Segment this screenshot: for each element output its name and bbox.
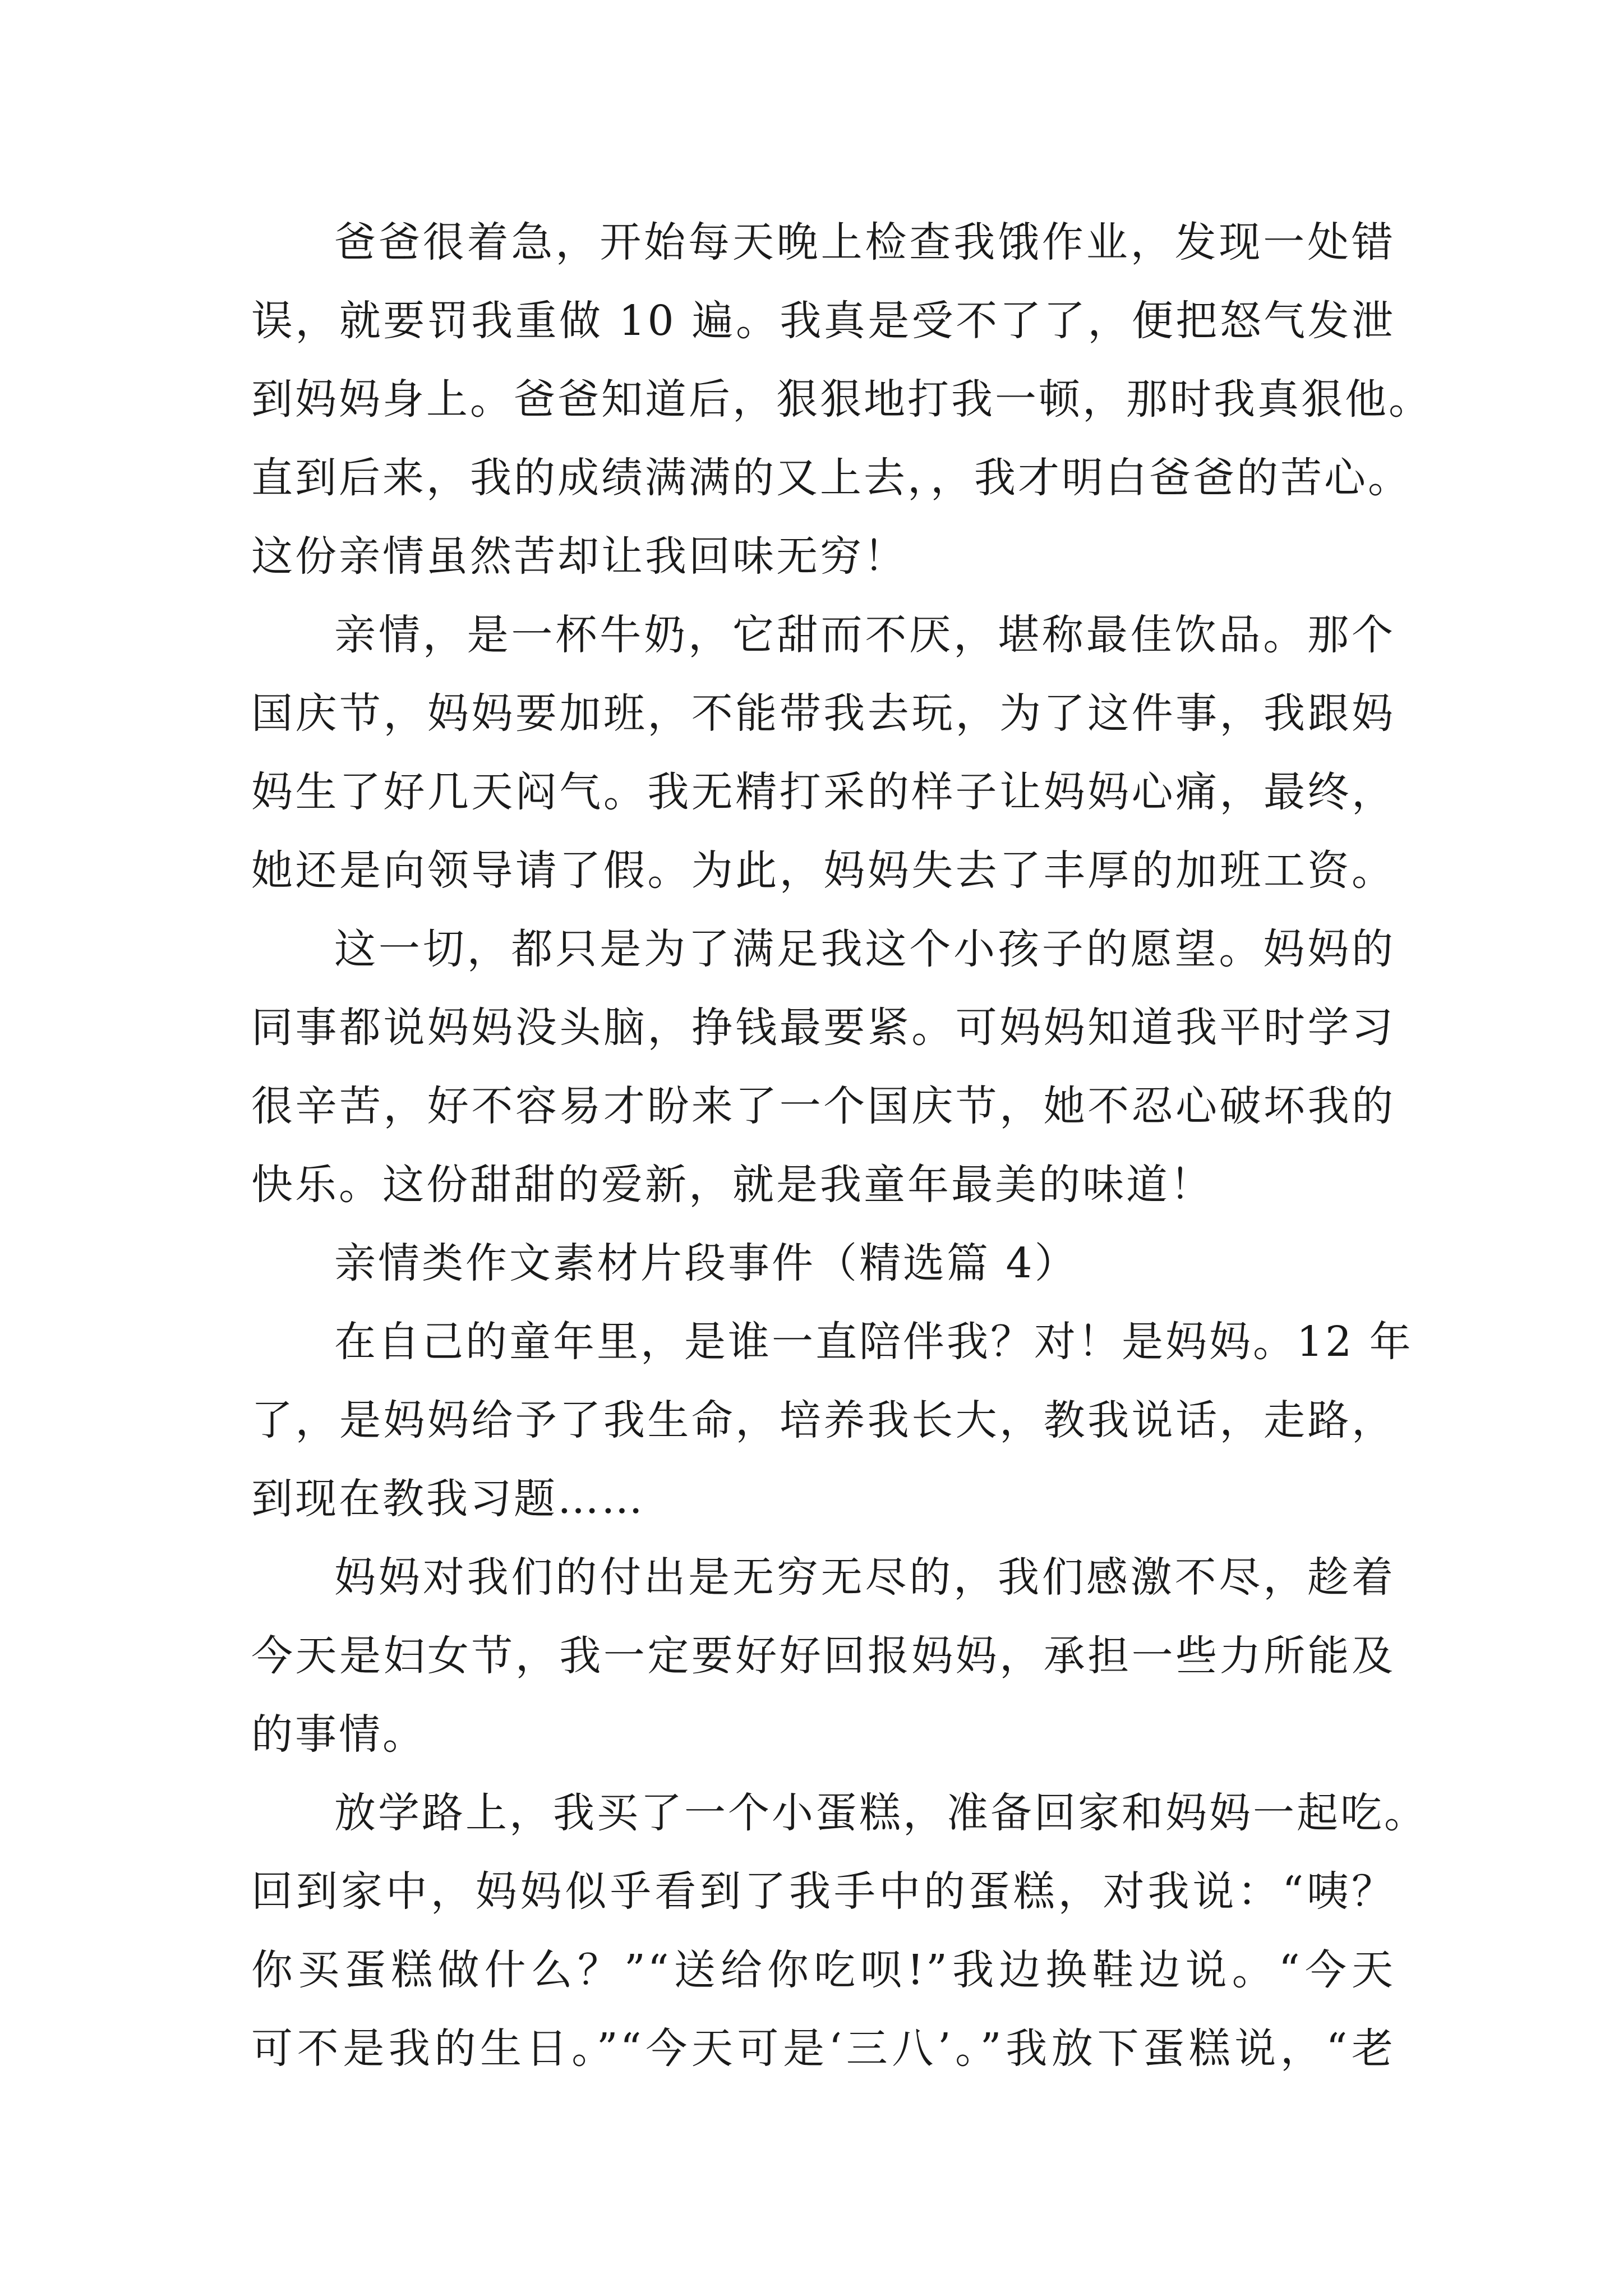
text-line: 今天是妇女节，我一定要好好回报妈妈，承担一些力所能及 bbox=[251, 1632, 1395, 1680]
text-line: 很辛苦，好不容易才盼来了一个国庆节，她不忍心破坏我的 bbox=[251, 1082, 1395, 1130]
text-line: 同事都说妈妈没头脑，挣钱最要紧。可妈妈知道我平时学习 bbox=[251, 1004, 1395, 1052]
text-line: 国庆节，妈妈要加班，不能带我去玩，为了这件事，我跟妈 bbox=[251, 689, 1395, 738]
text-line: 到妈妈身上。爸爸知道后，狠狠地打我一顿，那时我真狠他。 bbox=[251, 375, 1432, 424]
text-line: 这份亲情虽然苦却让我回味无穷！ bbox=[251, 532, 907, 581]
text-line: 的事情。 bbox=[251, 1710, 426, 1759]
text-line: 误，就要罚我重做 10 遍。我真是受不了了，便把怒气发泄 bbox=[251, 297, 1395, 345]
text-line: 可不是我的生日。”“今天可是‘三八’。”我放下蛋糕说，“老 bbox=[251, 2024, 1395, 2073]
text-line: 快乐。这份甜甜的爱新，就是我童年最美的味道！ bbox=[251, 1161, 1214, 1209]
text-line: 直到后来，我的成绩满满的又上去，，我才明白爸爸的苦心。 bbox=[251, 454, 1412, 502]
text-line: 了，是妈妈给予了我生命，培养我长大，教我说话，走路， bbox=[251, 1396, 1395, 1444]
text-line: 爸爸很着急，开始每天晚上检查我饿作业，发现一处错 bbox=[334, 218, 1395, 266]
text-line: 她还是向领导请了假。为此，妈妈失去了丰厚的加班工资。 bbox=[251, 846, 1395, 895]
text-line: 你买蛋糕做什么？”“送给你吃呗!”我边换鞋边说。“今天 bbox=[251, 1946, 1395, 1994]
text-line: 这一切，都只是为了满足我这个小孩子的愿望。妈妈的 bbox=[334, 925, 1395, 973]
text-line: 在自己的童年里，是谁一直陪伴我？对！是妈妈。12 年 bbox=[334, 1318, 1413, 1366]
text-line: 妈生了好几天闷气。我无精打采的样子让妈妈心痛，最终， bbox=[251, 768, 1395, 816]
text-line: 放学路上，我买了一个小蛋糕，准备回家和妈妈一起吃。 bbox=[334, 1789, 1428, 1837]
text-line: 妈妈对我们的付出是无穷无尽的，我们感激不尽，趁着 bbox=[334, 1553, 1395, 1602]
text-line: 到现在教我习题…… bbox=[251, 1475, 645, 1523]
text-line: 回到家中，妈妈似乎看到了我手中的蛋糕，对我说：“咦？ bbox=[251, 1867, 1395, 1916]
section-heading: 亲情类作文素材片段事件（精选篇 4） bbox=[334, 1239, 1078, 1287]
text-line: 亲情，是一杯牛奶，它甜而不厌，堪称最佳饮品。那个 bbox=[334, 611, 1395, 659]
